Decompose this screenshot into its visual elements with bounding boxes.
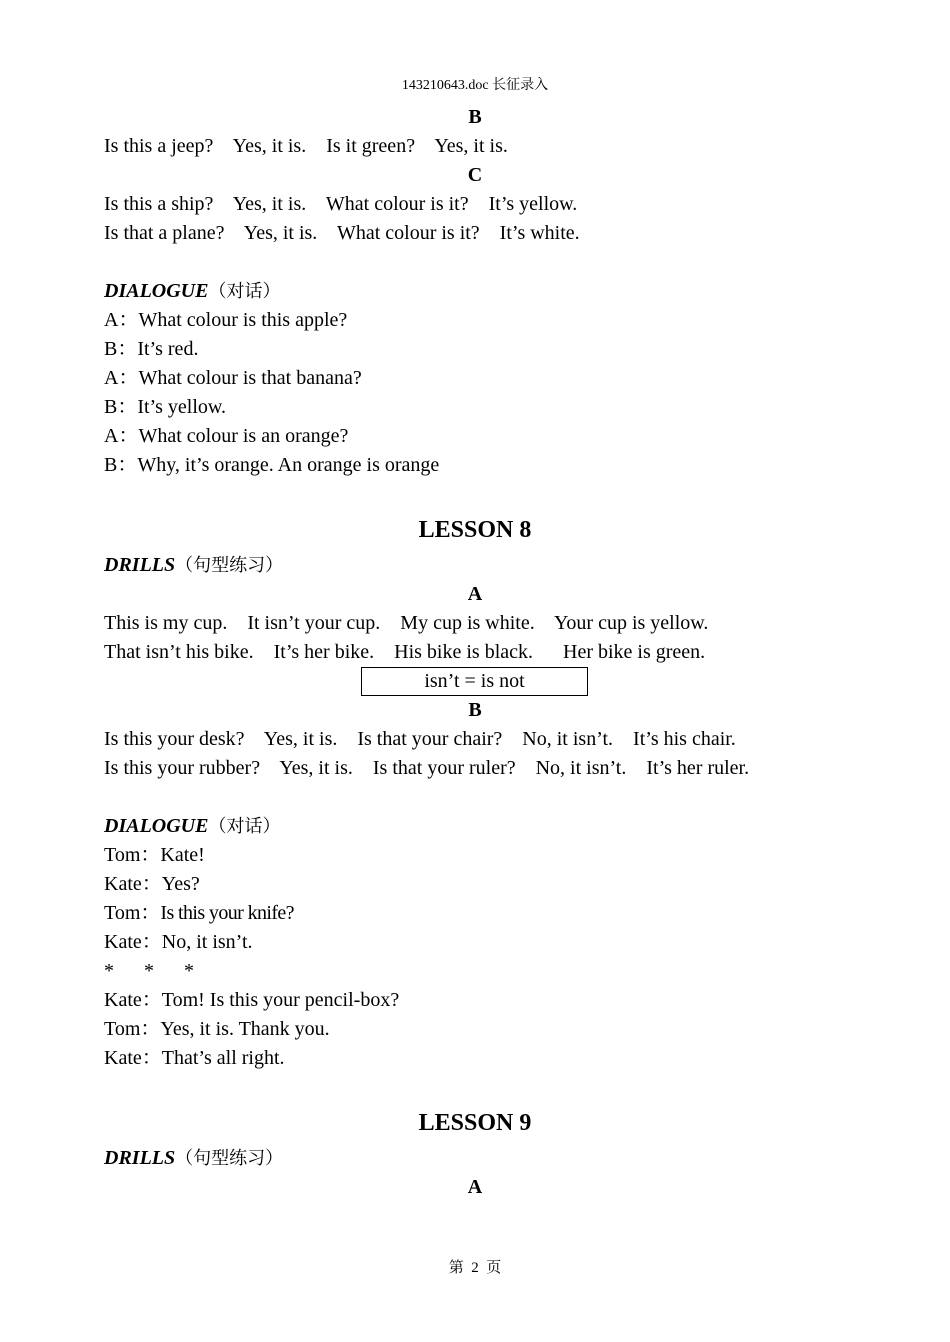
spacer bbox=[104, 1073, 864, 1102]
speaker: Kate： bbox=[104, 931, 162, 953]
lesson-8-section-a-line-2: That isn’t his bike. It’s her bike. His bike is black. Her bike is green. bbox=[104, 641, 706, 663]
dialogue-line bbox=[104, 986, 864, 1015]
utterance: It’s red. bbox=[137, 338, 199, 360]
utterance: No, it isn’t. bbox=[161, 931, 253, 953]
dialogue-line bbox=[104, 335, 864, 364]
speaker: Tom： bbox=[104, 844, 161, 866]
spacer bbox=[104, 783, 864, 812]
dialogue-line bbox=[104, 870, 864, 899]
page-footer: 第 2 页 bbox=[448, 1260, 502, 1276]
dialogue-line bbox=[104, 306, 864, 335]
speaker: A： bbox=[104, 367, 139, 389]
lesson-8-section-b-line-1: Is this your desk? Yes, it is. Is that your chair? No, it isn’t. It’s his chair. bbox=[104, 728, 736, 750]
speaker: Tom： bbox=[104, 1018, 161, 1040]
speaker: B： bbox=[104, 338, 138, 360]
speaker: B： bbox=[104, 396, 138, 418]
utterance: What colour is an orange? bbox=[138, 425, 349, 447]
dialogue-heading bbox=[104, 277, 864, 306]
spacer bbox=[104, 480, 864, 509]
dialogue-line bbox=[104, 451, 864, 480]
dialogue-line bbox=[104, 422, 864, 451]
drills-title-zh: （句型练习） bbox=[175, 1148, 284, 1169]
dialogue-line bbox=[104, 841, 864, 870]
dialogue-line bbox=[104, 1015, 864, 1044]
document-body bbox=[104, 103, 864, 1202]
separator-stars: * * * bbox=[104, 960, 194, 982]
drills-title: DRILLS bbox=[104, 554, 176, 576]
dialogue-title-zh: （对话） bbox=[208, 281, 281, 302]
lesson-8-title: LESSON 8 bbox=[418, 517, 532, 543]
section-c-line-1: Is this a ship? Yes, it is. What colour is it? It’s yellow. bbox=[104, 193, 578, 215]
dialogue-line bbox=[104, 928, 864, 957]
speaker: Tom： bbox=[104, 902, 161, 924]
utterance: What colour is that banana? bbox=[138, 367, 362, 389]
utterance: Why, it’s orange. An orange is orange bbox=[137, 454, 440, 476]
drills-heading bbox=[104, 1144, 864, 1173]
utterance: That’s all right. bbox=[161, 1047, 285, 1069]
drills-title-zh: （句型练习） bbox=[175, 555, 284, 576]
dialogue-title-zh: （对话） bbox=[208, 816, 281, 837]
dialogue-heading bbox=[104, 812, 864, 841]
utterance: Tom! Is this your pencil-box? bbox=[161, 989, 400, 1011]
note-box: isn’t = is not bbox=[361, 667, 588, 696]
section-c-line-2: Is that a plane? Yes, it is. What colour is it? It’s white. bbox=[104, 222, 580, 244]
utterance: Yes, it is. Thank you. bbox=[160, 1018, 330, 1040]
utterance: Kate! bbox=[160, 844, 205, 866]
lesson-8-section-a-label: A bbox=[467, 583, 483, 605]
section-c-label: C bbox=[467, 164, 483, 186]
lesson-9-title: LESSON 9 bbox=[418, 1110, 532, 1136]
lesson-9-section-a-label: A bbox=[467, 1176, 483, 1198]
lesson-8-section-a-line-1: This is my cup. It isn’t your cup. My cup is white. Your cup is yellow. bbox=[104, 612, 709, 634]
lesson-8-section-b-line-2: Is this your rubber? Yes, it is. Is that your ruler? No, it isn’t. It’s her ruler. bbox=[104, 757, 750, 779]
dialogue-line bbox=[104, 899, 864, 928]
drills-heading bbox=[104, 551, 864, 580]
utterance: Is this your knife? bbox=[160, 902, 294, 924]
drills-title: DRILLS bbox=[104, 1147, 176, 1169]
dialogue-title: DIALOGUE bbox=[104, 280, 209, 302]
section-b-label: B bbox=[468, 106, 482, 128]
dialogue-line bbox=[104, 393, 864, 422]
speaker: Kate： bbox=[104, 873, 162, 895]
speaker: Kate： bbox=[104, 989, 162, 1011]
note-box-row bbox=[104, 667, 864, 696]
utterance: What colour is this apple? bbox=[138, 309, 348, 331]
speaker: B： bbox=[104, 454, 138, 476]
speaker: A： bbox=[104, 309, 139, 331]
section-b-line-1: Is this a jeep? Yes, it is. Is it green? Yes, it is. bbox=[104, 135, 508, 157]
speaker: A： bbox=[104, 425, 139, 447]
page-header: 143210643.doc 长征录入 bbox=[401, 78, 549, 93]
dialogue-line bbox=[104, 1044, 864, 1073]
utterance: It’s yellow. bbox=[137, 396, 227, 418]
utterance: Yes? bbox=[161, 873, 200, 895]
spacer bbox=[104, 248, 864, 277]
lesson-8-section-b-label: B bbox=[468, 699, 482, 721]
speaker: Kate： bbox=[104, 1047, 162, 1069]
dialogue-title: DIALOGUE bbox=[104, 815, 209, 837]
dialogue-line bbox=[104, 364, 864, 393]
